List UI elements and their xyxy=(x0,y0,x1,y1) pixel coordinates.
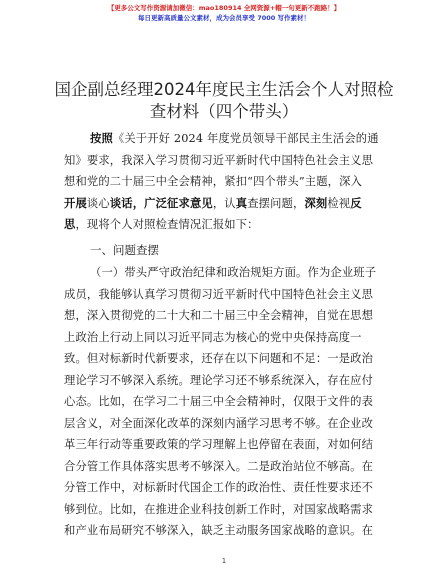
promo-line-1: 【更多公文写作资源请加微信：mao180914 全网资源+帽一句更新不跑路！】 xyxy=(107,4,341,12)
section-line: 和产业布局研究不够深入，缺乏主动服务国家战略的意识。在 xyxy=(64,524,374,537)
intro-line-1 xyxy=(64,128,386,150)
title-line-1: 国企副总经理2024年度民主生活会个人对照检 xyxy=(54,80,394,99)
text: ，现将个人对照检查情况汇报如下： xyxy=(75,218,259,231)
section-line: 合分管工作具体落实思考不够深入。二是政治站位不够高。在 xyxy=(64,459,374,473)
bold-text: 深刻 xyxy=(304,195,328,210)
section-line: 成员，我能够认真学习贯彻习近平新时代中国特色社会主义思 xyxy=(64,287,374,301)
intro-bold: 按照 xyxy=(90,131,113,145)
text: 查摆问题， xyxy=(247,196,305,210)
intro-line-4 xyxy=(64,193,386,215)
section-line: 想，深入贯彻党的二十大和二十届三中全会精神，自觉在思想 xyxy=(64,309,374,322)
section-line: 理论学习不够深入系统。理论学习还不够系统深入，存在应付 xyxy=(64,373,374,387)
bold-text: 谈话，广泛征求意见 xyxy=(109,195,213,210)
intro-line-3: 想和党的二十届三中全会精神，紧扣“四个带头”主题，深入 xyxy=(64,175,363,188)
intro-line-5 xyxy=(64,214,386,236)
section-line: 致。但对标新时代新要求，还存在以下问题和不足：一是政治 xyxy=(64,352,374,365)
promo-banner xyxy=(0,4,448,23)
intro-paragraph xyxy=(64,128,386,236)
bold-text: 反 xyxy=(350,195,362,210)
section-line: 心态。比如，在学习二十届三中全会精神时，仅限于文件的表 xyxy=(64,395,374,408)
document-title xyxy=(48,80,400,122)
section-line: 革三年行动等重要政策的学习理解上也停留在表面，对如何结 xyxy=(64,438,374,451)
section-1-paragraph xyxy=(64,262,386,542)
bold-text: 开展 xyxy=(64,195,87,210)
promo-line-2: 每日更新高质量公文素材，成为会员享受 7000 写作素材！ xyxy=(137,14,311,22)
page-number: 1 xyxy=(221,557,227,565)
section-line: （一）带头严守政治纪律和政治规矩方面。作为企业班子 xyxy=(90,266,377,279)
bold-text: 真 xyxy=(235,195,248,210)
text: ，认 xyxy=(212,196,236,210)
section-line: 分管工作中，对标新时代国企工作的政治性、责任性要求还不 xyxy=(64,481,374,494)
intro-text: 《关于开好 2024 年度党员领导干部民主生活会的通 xyxy=(112,132,379,145)
intro-line-2: 知》要求，我深入学习贯彻习近平新时代中国特色社会主义思 xyxy=(64,153,374,167)
section-line: 层含义，对全面深化改革的深刻内涵学习思考不够。在企业改 xyxy=(64,416,374,430)
text: 谈心 xyxy=(86,196,110,210)
section-line: 够到位。比如，在推进企业科技创新工作时，对国家战略需求 xyxy=(64,502,374,516)
section-heading: 一、问题查摆 xyxy=(90,243,159,257)
title-line-2: 查材料（四个带头） xyxy=(149,102,299,121)
text: 检视 xyxy=(327,196,351,210)
section-line: 上政治上行动上同以习近平同志为核心的党中央保持高度一 xyxy=(64,330,362,344)
bold-text: 思 xyxy=(64,217,76,231)
